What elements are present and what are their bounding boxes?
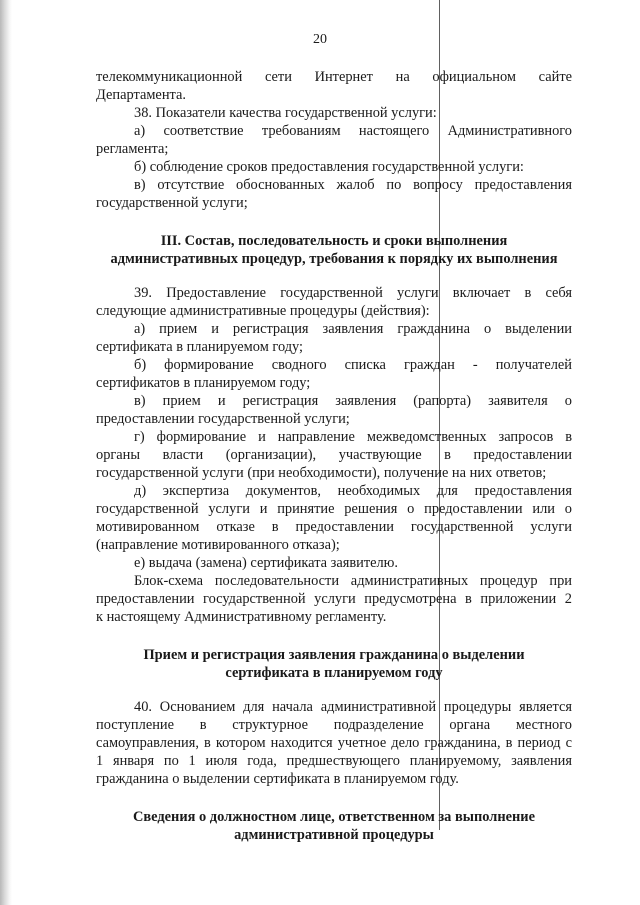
section-heading-line: административных процедур, требования к порядку их выполнения <box>110 251 558 267</box>
text-line: государственной услуги; <box>96 195 248 211</box>
text-line: мотивированном отказе в предоставлении государственной услуги <box>96 519 572 535</box>
text-line: в) отсутствие обоснованных жалоб по вопросу предоставления <box>134 177 572 193</box>
section-heading-line: Сведения о должностном лице, ответственном за выполнение <box>133 809 535 825</box>
text-line: государственной услуги (при необходимости), получение на них ответов; <box>96 465 547 481</box>
text-line: 38. Показатели качества государственной услуги: <box>134 105 437 121</box>
text-line: а) прием и регистрация заявления гражданина о выделении <box>134 321 572 337</box>
text-line: государственной услуги и принятие решения о предоставлении или о <box>96 501 572 517</box>
paragraph-spacer <box>96 268 572 284</box>
text-line: е) выдача (замена) сертификата заявителю. <box>134 555 399 571</box>
paragraph-spacer <box>96 212 572 232</box>
text-line: г) формирование и направление межведомственных запросов в <box>134 429 572 445</box>
text-line: Блок-схема последовательности административных процедур при <box>134 573 572 589</box>
text-line: б) соблюдение сроков предоставления государственной услуги: <box>134 159 524 175</box>
section-heading-line: Прием и регистрация заявления гражданина о выделении <box>143 647 525 663</box>
text-line: поступление в структурное подразделение органа местного <box>96 717 572 733</box>
text-line: предоставлении государственной услуги; <box>96 411 350 427</box>
page-number: 20 <box>313 32 327 47</box>
text-line: регламента; <box>96 141 169 157</box>
text-line: Департамента. <box>96 87 186 103</box>
document-body <box>96 68 572 844</box>
text-line: следующие административные процедуры (действия): <box>96 303 430 319</box>
section-heading-line: административной процедуры <box>234 827 434 843</box>
text-line: к настоящему Административному регламенту. <box>96 609 387 625</box>
section-heading-line: сертификата в планируемом году <box>225 665 443 681</box>
text-line: сертификата в планируемом году; <box>96 339 304 355</box>
text-line: предоставлении государственной услуги предусмотрена в приложении 2 <box>96 591 572 607</box>
text-line: 1 января по 1 июля года, предшествующего планируемому, заявления <box>96 753 572 769</box>
paragraph-spacer <box>96 788 572 808</box>
text-line: гражданина о выделении сертификата в планируемом году. <box>96 771 459 787</box>
text-line: д) экспертиза документов, необходимых для предоставления <box>134 483 572 499</box>
section-heading-line: III. Состав, последовательность и сроки выполнения <box>160 233 508 249</box>
text-line: 39. Предоставление государственной услуги включает в себя <box>134 285 572 301</box>
paragraph-spacer <box>96 626 572 646</box>
paragraph-spacer <box>96 682 572 698</box>
text-line: (направление мотивированного отказа); <box>96 537 340 553</box>
scan-binding-edge <box>0 0 12 905</box>
text-line: б) формирование сводного списка граждан - получателей <box>134 357 572 373</box>
text-line: самоуправления, в котором находится учетное дело гражданина, в период с <box>96 735 572 751</box>
text-line: в) прием и регистрация заявления (рапорта) заявителя о <box>134 393 572 409</box>
text-line: телекоммуникационной сети Интернет на официальном сайте <box>96 69 572 85</box>
text-line: а) соответствие требованиям настоящего Административного <box>134 123 572 139</box>
text-line: 40. Основанием для начала административной процедуры является <box>134 699 572 715</box>
text-line: сертификатов в планируемом году; <box>96 375 311 391</box>
text-line: органы власти (организации), участвующие в предоставлении <box>96 447 572 463</box>
